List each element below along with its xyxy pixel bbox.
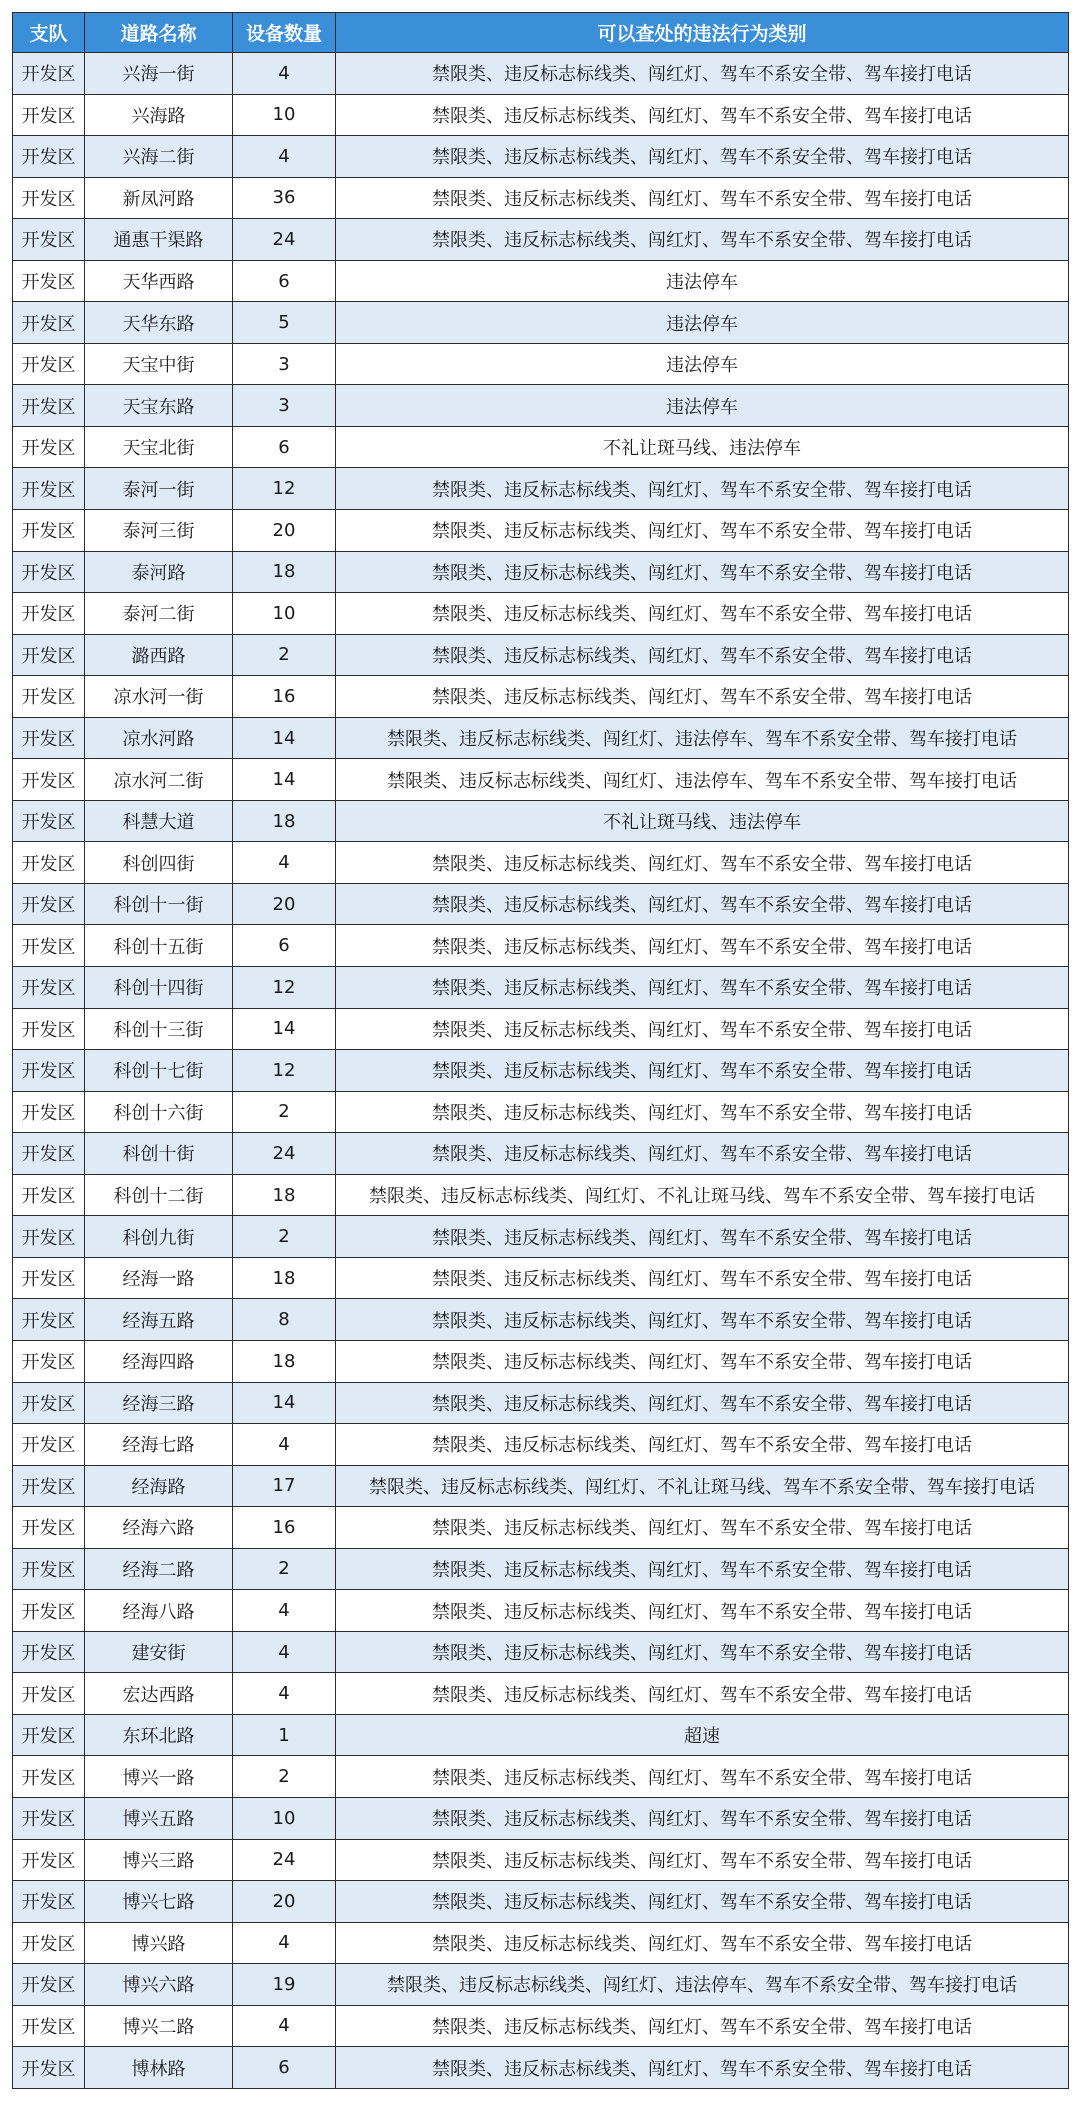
cell-device-count: 24 <box>233 1133 336 1175</box>
table-row <box>13 1424 1069 1466</box>
cell-violation-types: 禁限类、违反标志标线类、闯红灯、驾车不系安全带、驾车接打电话 <box>336 1008 1069 1050</box>
cell-road-name: 科创十二街 <box>85 1174 233 1216</box>
cell-violation-types: 禁限类、违反标志标线类、闯红灯、驾车不系安全带、驾车接打电话 <box>336 842 1069 884</box>
cell-violation-types: 禁限类、违反标志标线类、闯红灯、驾车不系安全带、驾车接打电话 <box>336 1133 1069 1175</box>
cell-device-count: 6 <box>233 260 336 302</box>
cell-road-name: 天宝北街 <box>85 426 233 468</box>
cell-device-count: 20 <box>233 883 336 925</box>
cell-road-name: 凉水河一街 <box>85 676 233 718</box>
table-row <box>13 717 1069 759</box>
cell-brigade: 开发区 <box>13 1964 85 2006</box>
cell-device-count: 6 <box>233 426 336 468</box>
cell-brigade: 开发区 <box>13 1008 85 1050</box>
table-row <box>13 1714 1069 1756</box>
cell-road-name: 博兴三路 <box>85 1839 233 1881</box>
cell-brigade: 开发区 <box>13 136 85 178</box>
cell-road-name: 兴海二街 <box>85 136 233 178</box>
cell-brigade: 开发区 <box>13 1673 85 1715</box>
cell-brigade: 开发区 <box>13 1299 85 1341</box>
cell-device-count: 24 <box>233 1839 336 1881</box>
table-row <box>13 53 1069 95</box>
cell-violation-types: 违法停车 <box>336 385 1069 427</box>
table-row <box>13 510 1069 552</box>
table-row <box>13 343 1069 385</box>
cell-road-name: 科创九街 <box>85 1216 233 1258</box>
cell-road-name: 经海三路 <box>85 1382 233 1424</box>
cell-device-count: 18 <box>233 551 336 593</box>
table-row <box>13 1839 1069 1881</box>
cell-brigade: 开发区 <box>13 1216 85 1258</box>
cell-device-count: 18 <box>233 1257 336 1299</box>
cell-road-name: 博兴路 <box>85 1922 233 1964</box>
cell-road-name: 凉水河二街 <box>85 759 233 801</box>
cell-brigade: 开发区 <box>13 759 85 801</box>
table-row <box>13 385 1069 427</box>
table-container <box>12 12 1068 2089</box>
table-row <box>13 1631 1069 1673</box>
cell-device-count: 4 <box>233 53 336 95</box>
table-row <box>13 94 1069 136</box>
cell-device-count: 4 <box>233 1673 336 1715</box>
table-row <box>13 136 1069 178</box>
table-row <box>13 1133 1069 1175</box>
cell-road-name: 天宝中街 <box>85 343 233 385</box>
cell-road-name: 科慧大道 <box>85 800 233 842</box>
cell-violation-types: 禁限类、违反标志标线类、闯红灯、驾车不系安全带、驾车接打电话 <box>336 1507 1069 1549</box>
cell-road-name: 经海五路 <box>85 1299 233 1341</box>
cell-device-count: 12 <box>233 468 336 510</box>
cell-violation-types: 禁限类、违反标志标线类、闯红灯、驾车不系安全带、驾车接打电话 <box>336 1050 1069 1092</box>
cell-brigade: 开发区 <box>13 842 85 884</box>
cell-device-count: 2 <box>233 1756 336 1798</box>
cell-road-name: 科创十三街 <box>85 1008 233 1050</box>
cell-device-count: 4 <box>233 2005 336 2047</box>
cell-violation-types: 违法停车 <box>336 302 1069 344</box>
cell-violation-types: 禁限类、违反标志标线类、闯红灯、驾车不系安全带、驾车接打电话 <box>336 1340 1069 1382</box>
cell-road-name: 博兴二路 <box>85 2005 233 2047</box>
cell-violation-types: 禁限类、违反标志标线类、闯红灯、驾车不系安全带、驾车接打电话 <box>336 1756 1069 1798</box>
cell-violation-types: 禁限类、违反标志标线类、闯红灯、驾车不系安全带、驾车接打电话 <box>336 967 1069 1009</box>
cell-brigade: 开发区 <box>13 385 85 427</box>
cell-violation-types: 禁限类、违反标志标线类、闯红灯、驾车不系安全带、驾车接打电话 <box>336 2005 1069 2047</box>
table-row <box>13 426 1069 468</box>
cell-brigade: 开发区 <box>13 1465 85 1507</box>
cell-road-name: 经海八路 <box>85 1590 233 1632</box>
cell-brigade: 开发区 <box>13 1714 85 1756</box>
cell-brigade: 开发区 <box>13 1548 85 1590</box>
cell-violation-types: 禁限类、违反标志标线类、闯红灯、驾车不系安全带、驾车接打电话 <box>336 1299 1069 1341</box>
cell-road-name: 通惠干渠路 <box>85 219 233 261</box>
cell-brigade: 开发区 <box>13 676 85 718</box>
cell-device-count: 20 <box>233 1881 336 1923</box>
table-row <box>13 1590 1069 1632</box>
table-row <box>13 593 1069 635</box>
cell-brigade: 开发区 <box>13 219 85 261</box>
cell-brigade: 开发区 <box>13 883 85 925</box>
cell-violation-types: 禁限类、违反标志标线类、闯红灯、驾车不系安全带、驾车接打电话 <box>336 1548 1069 1590</box>
cell-device-count: 5 <box>233 302 336 344</box>
table-row <box>13 1340 1069 1382</box>
cell-road-name: 泰河路 <box>85 551 233 593</box>
table-row <box>13 925 1069 967</box>
table-row <box>13 842 1069 884</box>
cell-violation-types: 禁限类、违反标志标线类、闯红灯、驾车不系安全带、驾车接打电话 <box>336 883 1069 925</box>
table-row <box>13 634 1069 676</box>
header-row <box>13 13 1069 53</box>
cell-brigade: 开发区 <box>13 551 85 593</box>
table-row <box>13 1673 1069 1715</box>
cell-brigade: 开发区 <box>13 593 85 635</box>
cell-brigade: 开发区 <box>13 1631 85 1673</box>
cell-device-count: 14 <box>233 1008 336 1050</box>
cell-road-name: 科创十四街 <box>85 967 233 1009</box>
cell-violation-types: 禁限类、违反标志标线类、闯红灯、驾车不系安全带、驾车接打电话 <box>336 1382 1069 1424</box>
cell-violation-types: 禁限类、违反标志标线类、闯红灯、驾车不系安全带、驾车接打电话 <box>336 510 1069 552</box>
cell-brigade: 开发区 <box>13 1839 85 1881</box>
cell-brigade: 开发区 <box>13 53 85 95</box>
cell-brigade: 开发区 <box>13 2005 85 2047</box>
table-row <box>13 260 1069 302</box>
cell-device-count: 10 <box>233 1797 336 1839</box>
cell-device-count: 2 <box>233 1216 336 1258</box>
cell-device-count: 2 <box>233 1091 336 1133</box>
table-row <box>13 1548 1069 1590</box>
cell-road-name: 经海六路 <box>85 1507 233 1549</box>
cell-road-name: 潞西路 <box>85 634 233 676</box>
cell-device-count: 2 <box>233 1548 336 1590</box>
cell-violation-types: 禁限类、违反标志标线类、闯红灯、违法停车、驾车不系安全带、驾车接打电话 <box>336 759 1069 801</box>
cell-brigade: 开发区 <box>13 1340 85 1382</box>
cell-device-count: 18 <box>233 800 336 842</box>
cell-violation-types: 超速 <box>336 1714 1069 1756</box>
cell-brigade: 开发区 <box>13 302 85 344</box>
cell-brigade: 开发区 <box>13 1257 85 1299</box>
cell-device-count: 1 <box>233 1714 336 1756</box>
table-row <box>13 2047 1069 2089</box>
cell-violation-types: 禁限类、违反标志标线类、闯红灯、不礼让斑马线、驾车不系安全带、驾车接打电话 <box>336 1174 1069 1216</box>
cell-brigade: 开发区 <box>13 468 85 510</box>
cell-road-name: 天华东路 <box>85 302 233 344</box>
cell-road-name: 泰河三街 <box>85 510 233 552</box>
cell-violation-types: 禁限类、违反标志标线类、闯红灯、驾车不系安全带、驾车接打电话 <box>336 634 1069 676</box>
cell-violation-types: 禁限类、违反标志标线类、闯红灯、违法停车、驾车不系安全带、驾车接打电话 <box>336 1964 1069 2006</box>
cell-device-count: 36 <box>233 177 336 219</box>
cell-violation-types: 禁限类、违反标志标线类、闯红灯、驾车不系安全带、驾车接打电话 <box>336 1216 1069 1258</box>
cell-road-name: 科创十一街 <box>85 883 233 925</box>
cell-violation-types: 禁限类、违反标志标线类、闯红灯、驾车不系安全带、驾车接打电话 <box>336 593 1069 635</box>
cell-road-name: 经海路 <box>85 1465 233 1507</box>
cell-device-count: 18 <box>233 1340 336 1382</box>
cell-brigade: 开发区 <box>13 967 85 1009</box>
cell-device-count: 10 <box>233 94 336 136</box>
table-row <box>13 1174 1069 1216</box>
cell-brigade: 开发区 <box>13 426 85 468</box>
cell-violation-types: 禁限类、违反标志标线类、闯红灯、驾车不系安全带、驾车接打电话 <box>336 468 1069 510</box>
cell-device-count: 20 <box>233 510 336 552</box>
cell-brigade: 开发区 <box>13 1174 85 1216</box>
table-header <box>13 13 1069 53</box>
cell-device-count: 6 <box>233 2047 336 2089</box>
header-brigade: 支队 <box>13 13 85 53</box>
cell-device-count: 12 <box>233 1050 336 1092</box>
cell-violation-types: 禁限类、违反标志标线类、闯红灯、违法停车、驾车不系安全带、驾车接打电话 <box>336 717 1069 759</box>
cell-road-name: 科创十五街 <box>85 925 233 967</box>
cell-brigade: 开发区 <box>13 1881 85 1923</box>
cell-violation-types: 禁限类、违反标志标线类、闯红灯、驾车不系安全带、驾车接打电话 <box>336 1257 1069 1299</box>
cell-device-count: 16 <box>233 676 336 718</box>
table-row <box>13 177 1069 219</box>
cell-device-count: 18 <box>233 1174 336 1216</box>
cell-device-count: 17 <box>233 1465 336 1507</box>
cell-road-name: 泰河一街 <box>85 468 233 510</box>
cell-device-count: 4 <box>233 136 336 178</box>
cell-device-count: 19 <box>233 1964 336 2006</box>
cell-brigade: 开发区 <box>13 1050 85 1092</box>
table-row <box>13 1257 1069 1299</box>
cell-road-name: 天宝东路 <box>85 385 233 427</box>
cell-violation-types: 禁限类、违反标志标线类、闯红灯、驾车不系安全带、驾车接打电话 <box>336 1424 1069 1466</box>
table-row <box>13 883 1069 925</box>
cell-violation-types: 不礼让斑马线、违法停车 <box>336 800 1069 842</box>
cell-road-name: 博林路 <box>85 2047 233 2089</box>
cell-violation-types: 禁限类、违反标志标线类、闯红灯、驾车不系安全带、驾车接打电话 <box>336 177 1069 219</box>
table-row <box>13 468 1069 510</box>
cell-brigade: 开发区 <box>13 1133 85 1175</box>
cell-device-count: 4 <box>233 1922 336 1964</box>
cell-violation-types: 禁限类、违反标志标线类、闯红灯、驾车不系安全带、驾车接打电话 <box>336 1673 1069 1715</box>
cell-device-count: 2 <box>233 634 336 676</box>
cell-violation-types: 禁限类、违反标志标线类、闯红灯、驾车不系安全带、驾车接打电话 <box>336 2047 1069 2089</box>
cell-violation-types: 禁限类、违反标志标线类、闯红灯、驾车不系安全带、驾车接打电话 <box>336 551 1069 593</box>
cell-road-name: 经海二路 <box>85 1548 233 1590</box>
cell-road-name: 经海四路 <box>85 1340 233 1382</box>
cell-device-count: 3 <box>233 343 336 385</box>
cell-violation-types: 禁限类、违反标志标线类、闯红灯、驾车不系安全带、驾车接打电话 <box>336 1631 1069 1673</box>
cell-brigade: 开发区 <box>13 925 85 967</box>
cell-road-name: 科创十街 <box>85 1133 233 1175</box>
cell-road-name: 建安街 <box>85 1631 233 1673</box>
cell-brigade: 开发区 <box>13 1507 85 1549</box>
table-row <box>13 1050 1069 1092</box>
cell-road-name: 经海七路 <box>85 1424 233 1466</box>
cell-road-name: 科创十七街 <box>85 1050 233 1092</box>
cell-device-count: 24 <box>233 219 336 261</box>
header-road-name: 道路名称 <box>85 13 233 53</box>
cell-device-count: 8 <box>233 1299 336 1341</box>
cell-violation-types: 禁限类、违反标志标线类、闯红灯、驾车不系安全带、驾车接打电话 <box>336 136 1069 178</box>
cell-brigade: 开发区 <box>13 1382 85 1424</box>
table-row <box>13 1216 1069 1258</box>
cell-device-count: 14 <box>233 759 336 801</box>
cell-brigade: 开发区 <box>13 510 85 552</box>
cell-road-name: 博兴七路 <box>85 1881 233 1923</box>
table-row <box>13 1382 1069 1424</box>
table-row <box>13 1797 1069 1839</box>
cell-brigade: 开发区 <box>13 260 85 302</box>
cell-device-count: 3 <box>233 385 336 427</box>
cell-brigade: 开发区 <box>13 94 85 136</box>
table-row <box>13 1008 1069 1050</box>
table-row <box>13 1465 1069 1507</box>
cell-violation-types: 禁限类、违反标志标线类、闯红灯、驾车不系安全带、驾车接打电话 <box>336 925 1069 967</box>
header-violation-types: 可以查处的违法行为类别 <box>336 13 1069 53</box>
cell-violation-types: 禁限类、违反标志标线类、闯红灯、驾车不系安全带、驾车接打电话 <box>336 94 1069 136</box>
cell-device-count: 14 <box>233 1382 336 1424</box>
cell-violation-types: 禁限类、违反标志标线类、闯红灯、驾车不系安全带、驾车接打电话 <box>336 1839 1069 1881</box>
cell-device-count: 12 <box>233 967 336 1009</box>
cell-brigade: 开发区 <box>13 177 85 219</box>
cell-road-name: 宏达西路 <box>85 1673 233 1715</box>
cell-brigade: 开发区 <box>13 2047 85 2089</box>
cell-road-name: 科创十六街 <box>85 1091 233 1133</box>
cell-device-count: 4 <box>233 1590 336 1632</box>
cell-violation-types: 禁限类、违反标志标线类、闯红灯、不礼让斑马线、驾车不系安全带、驾车接打电话 <box>336 1465 1069 1507</box>
cell-brigade: 开发区 <box>13 717 85 759</box>
cell-road-name: 新凤河路 <box>85 177 233 219</box>
table-row <box>13 302 1069 344</box>
cell-device-count: 4 <box>233 1424 336 1466</box>
cell-device-count: 4 <box>233 1631 336 1673</box>
cell-brigade: 开发区 <box>13 1922 85 1964</box>
cell-brigade: 开发区 <box>13 1091 85 1133</box>
cell-violation-types: 禁限类、违反标志标线类、闯红灯、驾车不系安全带、驾车接打电话 <box>336 1091 1069 1133</box>
cell-violation-types: 违法停车 <box>336 343 1069 385</box>
cell-violation-types: 禁限类、违反标志标线类、闯红灯、驾车不系安全带、驾车接打电话 <box>336 676 1069 718</box>
table-row <box>13 1922 1069 1964</box>
cell-brigade: 开发区 <box>13 1424 85 1466</box>
cell-road-name: 天华西路 <box>85 260 233 302</box>
cell-brigade: 开发区 <box>13 343 85 385</box>
cell-road-name: 东环北路 <box>85 1714 233 1756</box>
cell-device-count: 14 <box>233 717 336 759</box>
table-row <box>13 1964 1069 2006</box>
cell-violation-types: 禁限类、违反标志标线类、闯红灯、驾车不系安全带、驾车接打电话 <box>336 1922 1069 1964</box>
table-row <box>13 1091 1069 1133</box>
cell-violation-types: 禁限类、违反标志标线类、闯红灯、驾车不系安全带、驾车接打电话 <box>336 1590 1069 1632</box>
table-row <box>13 1881 1069 1923</box>
cell-brigade: 开发区 <box>13 800 85 842</box>
table-row <box>13 2005 1069 2047</box>
cell-road-name: 科创四街 <box>85 842 233 884</box>
cell-brigade: 开发区 <box>13 634 85 676</box>
table-row <box>13 967 1069 1009</box>
cell-violation-types: 禁限类、违反标志标线类、闯红灯、驾车不系安全带、驾车接打电话 <box>336 1797 1069 1839</box>
cell-device-count: 6 <box>233 925 336 967</box>
cell-road-name: 博兴六路 <box>85 1964 233 2006</box>
table-row <box>13 676 1069 718</box>
table-row <box>13 1299 1069 1341</box>
cell-road-name: 博兴一路 <box>85 1756 233 1798</box>
cell-device-count: 10 <box>233 593 336 635</box>
cell-violation-types: 不礼让斑马线、违法停车 <box>336 426 1069 468</box>
cell-road-name: 凉水河路 <box>85 717 233 759</box>
cell-road-name: 博兴五路 <box>85 1797 233 1839</box>
header-device-count: 设备数量 <box>233 13 336 53</box>
cell-device-count: 16 <box>233 1507 336 1549</box>
cell-brigade: 开发区 <box>13 1797 85 1839</box>
cell-road-name: 泰河二街 <box>85 593 233 635</box>
cell-brigade: 开发区 <box>13 1590 85 1632</box>
table-body <box>13 53 1069 2089</box>
cell-violation-types: 违法停车 <box>336 260 1069 302</box>
cell-road-name: 兴海一街 <box>85 53 233 95</box>
cell-road-name: 经海一路 <box>85 1257 233 1299</box>
cell-violation-types: 禁限类、违反标志标线类、闯红灯、驾车不系安全带、驾车接打电话 <box>336 1881 1069 1923</box>
cell-road-name: 兴海路 <box>85 94 233 136</box>
table-row <box>13 219 1069 261</box>
cell-violation-types: 禁限类、违反标志标线类、闯红灯、驾车不系安全带、驾车接打电话 <box>336 53 1069 95</box>
cell-device-count: 4 <box>233 842 336 884</box>
cell-violation-types: 禁限类、违反标志标线类、闯红灯、驾车不系安全带、驾车接打电话 <box>336 219 1069 261</box>
table-row <box>13 551 1069 593</box>
cell-brigade: 开发区 <box>13 1756 85 1798</box>
table-row <box>13 759 1069 801</box>
violation-table <box>12 12 1069 2089</box>
table-row <box>13 1756 1069 1798</box>
table-row <box>13 1507 1069 1549</box>
table-row <box>13 800 1069 842</box>
